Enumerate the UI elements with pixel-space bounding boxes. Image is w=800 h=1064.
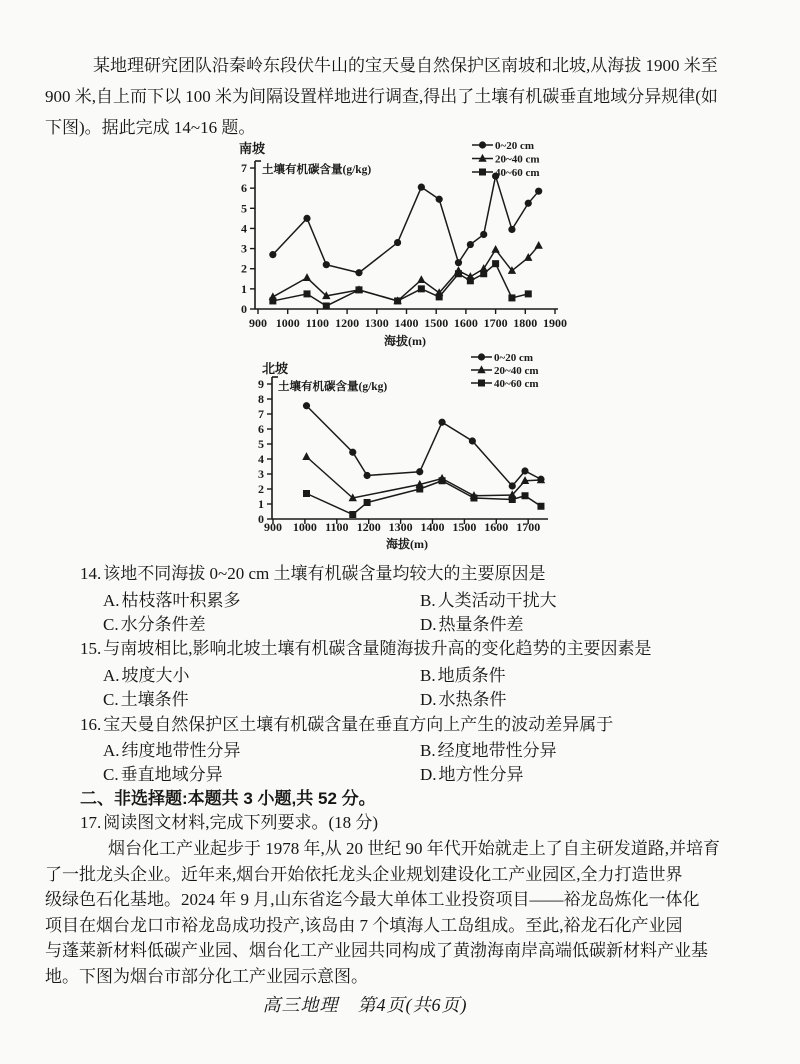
svg-text:土壤有机碳含量(g/kg): 土壤有机碳含量(g/kg) [278, 381, 388, 393]
question-14-option-d: D. 热量条件差 [420, 615, 524, 634]
question-15-option-c: C. 土壤条件 [103, 690, 189, 709]
q17-line-1: 烟台化工产业起步于 1978 年,从 20 世纪 90 年代开始就走上了自主研发道路,并培育 [108, 839, 720, 858]
svg-text:9: 9 [258, 377, 264, 391]
svg-text:2: 2 [241, 261, 247, 276]
question-15-stem: 15. 与南坡相比,影响北坡土壤有机碳含量随海拔升高的变化趋势的主要因素是 [80, 639, 652, 658]
question-16-stem: 16. 宝天曼自然保护区土壤有机碳含量在垂直方向上产生的波动差异属于 [80, 715, 614, 734]
svg-text:1: 1 [241, 281, 247, 296]
south-slope-chart-svg [225, 130, 575, 360]
svg-text:1200: 1200 [335, 316, 360, 330]
q17-line-4: 项目在烟台龙口市裕龙岛成功投产,该岛由 7 个填海人工岛组成。至此,裕龙石化产业园 [45, 915, 683, 935]
svg-text:7: 7 [258, 407, 264, 421]
svg-text:1100: 1100 [325, 520, 349, 534]
svg-text:6: 6 [258, 422, 264, 436]
svg-text:5: 5 [241, 201, 247, 216]
svg-text:1000: 1000 [275, 316, 300, 330]
svg-text:1: 1 [258, 497, 264, 511]
intro-line-2: 900 米,自上而下以 100 米为间隔设置样地进行调查,得出了土壤有机碳垂直地域分异规律(如 [45, 87, 718, 106]
question-14-number: 14. [80, 564, 102, 583]
svg-text:4: 4 [258, 452, 264, 466]
svg-text:8: 8 [258, 392, 264, 406]
svg-text:20~40 cm: 20~40 cm [494, 365, 539, 377]
question-14-stem: 14. 该地不同海拔 0~20 cm 土壤有机碳含量均较大的主要原因是 [80, 564, 546, 583]
svg-text:1100: 1100 [305, 316, 330, 330]
svg-text:40~60 cm: 40~60 cm [494, 378, 539, 390]
svg-text:0: 0 [241, 302, 247, 316]
svg-text:海拔(m): 海拔(m) [386, 537, 428, 551]
svg-text:900: 900 [264, 520, 282, 534]
svg-text:1000: 1000 [292, 520, 317, 534]
svg-text:7: 7 [241, 161, 247, 176]
svg-text:4: 4 [241, 221, 247, 236]
north-slope-chart-svg [245, 345, 565, 560]
svg-text:5: 5 [258, 437, 264, 451]
question-14-option-c: C. 水分条件差 [103, 615, 206, 634]
question-15-option-b: B. 地质条件 [420, 666, 506, 685]
svg-text:1600: 1600 [484, 520, 509, 534]
page-footer: 高三地理 第4页(共6页) [262, 995, 468, 1015]
svg-text:1400: 1400 [394, 316, 419, 330]
svg-text:1500: 1500 [424, 316, 449, 330]
svg-text:0~20 cm: 0~20 cm [495, 140, 535, 152]
svg-text:1500: 1500 [452, 520, 477, 534]
question-14-option-b: B. 人类活动干扰大 [420, 591, 557, 610]
svg-text:1700: 1700 [516, 520, 541, 534]
svg-text:20~40 cm: 20~40 cm [495, 153, 540, 166]
question-14-option-a: A. 枯枝落叶积累多 [103, 591, 241, 610]
svg-text:6: 6 [241, 181, 247, 196]
question-16-number: 16. [80, 715, 102, 734]
svg-text:土壤有机碳含量(g/kg): 土壤有机碳含量(g/kg) [262, 164, 372, 176]
q17-line-3: 级绿色石化基地。2024 年 9 月,山东省迄今最大单体工业投资项目——裕龙岛炼化一体化 [45, 890, 700, 909]
q17-line-5: 与蓬莱新材料低碳产业园、烟台化工产业园共同构成了黄渤海南岸高端低碳新材料产业基 [45, 941, 708, 960]
intro-line-3: 下图)。据此完成 14~16 题。 [45, 118, 256, 137]
svg-text:1600: 1600 [453, 316, 478, 330]
svg-text:3: 3 [258, 467, 264, 481]
svg-text:40~60 cm: 40~60 cm [495, 167, 540, 179]
question-17-number: 17. [80, 813, 102, 832]
svg-text:1300: 1300 [364, 316, 389, 330]
question-15-option-d: D. 水热条件 [420, 690, 507, 709]
svg-text:0: 0 [258, 512, 264, 526]
svg-text:1300: 1300 [388, 520, 413, 534]
question-15-number: 15. [80, 639, 102, 658]
question-16-option-b: B. 经度地带性分异 [420, 741, 557, 760]
svg-text:2: 2 [258, 482, 264, 496]
question-16-option-d: D. 地方性分异 [420, 765, 524, 784]
svg-text:1900: 1900 [543, 316, 567, 330]
svg-text:0~20 cm: 0~20 cm [494, 352, 534, 364]
svg-text:1400: 1400 [420, 520, 445, 534]
north-slope-chart [245, 345, 565, 560]
q17-line-2: 了一批龙头企业。近年来,烟台开始依托龙头企业规划建设化工产业园区,全力打造世界 [45, 864, 683, 884]
question-16-option-c: C. 垂直地域分异 [103, 765, 223, 784]
question-16-option-a: A. 纬度地带性分异 [103, 741, 241, 760]
svg-text:900: 900 [249, 316, 267, 330]
question-17-paragraph [45, 836, 760, 989]
svg-text:3: 3 [241, 241, 247, 256]
question-17-title: 17. 阅读图文材料,完成下列要求。(18 分) [80, 813, 379, 832]
q17-line-6: 地。下图为烟台市部分化工产业园示意图。 [45, 966, 368, 986]
svg-text:1800: 1800 [513, 316, 538, 330]
south-slope-chart [225, 130, 575, 360]
svg-text:南坡: 南坡 [239, 141, 266, 156]
svg-text:1700: 1700 [483, 316, 508, 330]
svg-text:1200: 1200 [356, 520, 381, 534]
svg-text:海拔(m): 海拔(m) [384, 334, 426, 348]
svg-text:北坡: 北坡 [262, 361, 289, 376]
intro-line-1: 某地理研究团队沿秦岭东段伏牛山的宝天曼自然保护区南坡和北坡,从海拔 1900 米至 [93, 56, 718, 75]
question-15-option-a: A. 坡度大小 [103, 666, 190, 685]
section-2-heading: 二、非选择题:本题共 3 小题,共 52 分。 [80, 789, 376, 808]
